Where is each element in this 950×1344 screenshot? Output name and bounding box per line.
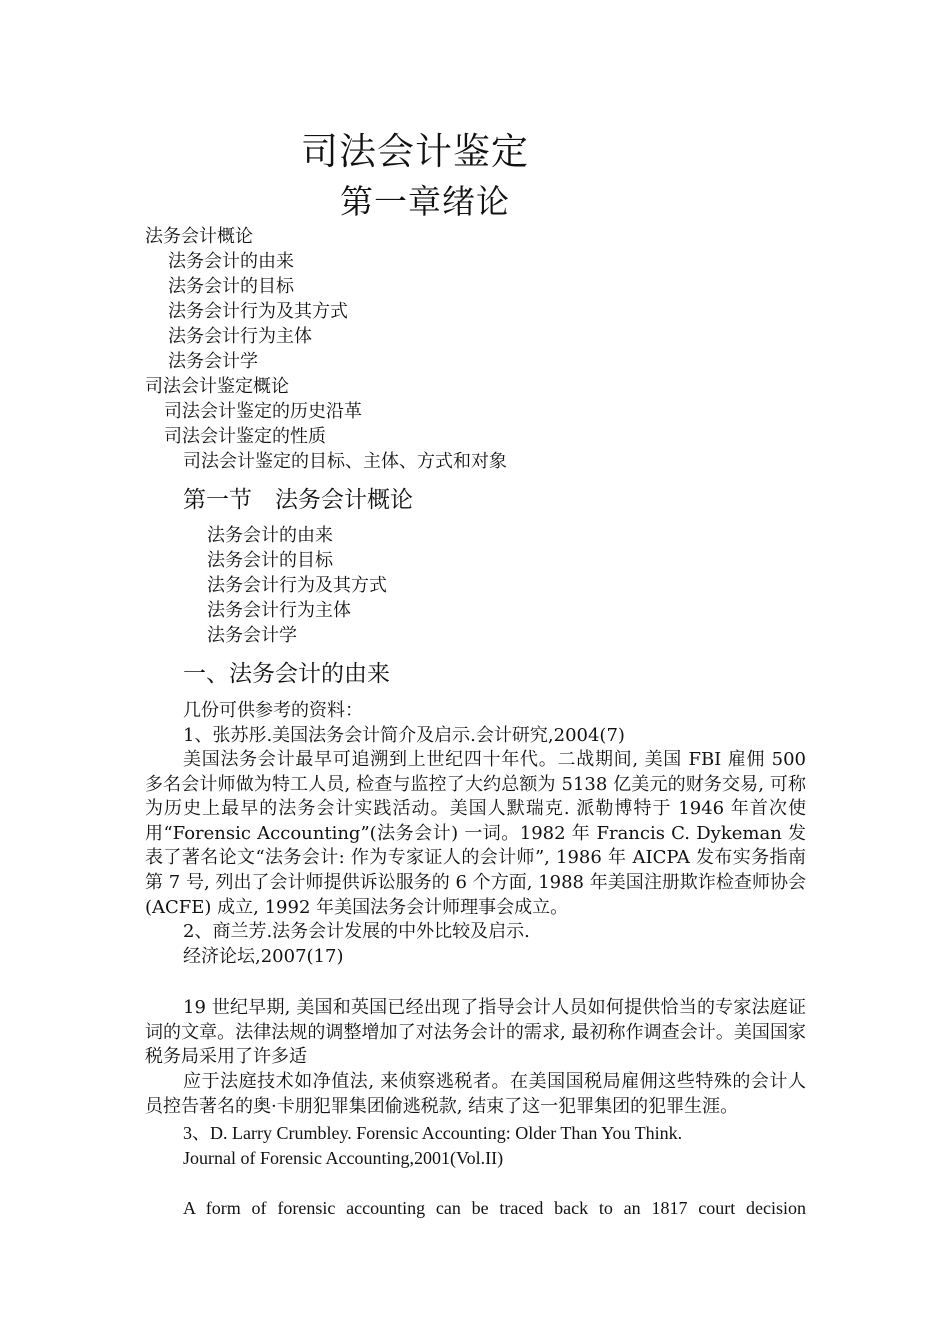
subsection-heading: 一、法务会计的由来 [183,661,390,687]
section-item: 法务会计学 [207,625,297,646]
section-item: 法务会计的由来 [207,525,333,546]
section-item: 法务会计行为及其方式 [207,575,387,596]
paragraph-1: 美国法务会计最早可追溯到上世纪四十年代。二战期间, 美国 FBI 雇佣 500 多名会计师做为特工人员, 检查与监控了大约总额为 5138 亿美元的财务交易, 可称为历史上最早的法务会计实践活动。美国人默瑞克. 派勒博特于 1946 年首次使用“Forensic Accounting”(法务会计) 一词。1982 年 Francis C. Dykeman 发表了著名论文“法务会计: 作为专家证人的会计师”, 1986 年 AICPA 发布实务指南第 7 号, 列出了会计师提供诉讼服务的 6 个方面, 1988 年美国注册欺诈检查师协会(ACFE) 成立, 1992 年美国法务会计师理事会成立。 [145,749,806,918]
toc-item: 法务会计行为及其方式 [168,301,348,322]
intro-text: 几份可供参考的资料： [183,700,363,721]
chapter-title: 第一章绪论 [340,182,510,221]
paragraph-4: A form of forensic accounting can be traced back to an 1817 court decision [183,1198,806,1218]
reference-3-source: Journal of Forensic Accounting,2001(Vol.II) [183,1148,504,1168]
reference-3: 3、D. Larry Crumbley. Forensic Accounting: Older Than You Think. [183,1123,683,1143]
toc-item: 法务会计的目标 [168,276,294,297]
paragraph-2: 19 世纪早期, 美国和英国已经出现了指导会计人员如何提供恰当的专家法庭证词的文章。法律法规的调整增加了对法务会计的需求, 最初称作调查会计。美国国家税务局采用了许多适 [145,997,806,1068]
section-item: 法务会计的目标 [207,550,333,571]
toc-item: 司法会计鉴定概论 [145,376,289,397]
document-title: 司法会计鉴定 [301,130,529,173]
section-heading: 第一节 法务会计概论 [183,487,413,513]
section-item: 法务会计行为主体 [207,600,351,621]
toc-item: 司法会计鉴定的目标、主体、方式和对象 [183,451,507,472]
reference-2-source: 经济论坛,2007(17) [183,946,344,967]
toc-item: 法务会计的由来 [168,251,294,272]
toc-item: 法务会计学 [168,351,258,372]
toc-item: 法务会计行为主体 [168,326,312,347]
reference-2: 2、商兰芳.法务会计发展的中外比较及启示. [183,921,530,942]
paragraph-3: 应于法庭技术如净值法, 来侦察逃税者。在美国国税局雇佣这些特殊的会计人员控告著名的奥·卡朋犯罪集团偷逃税款, 结束了这一犯罪集团的犯罪生涯。 [145,1071,806,1117]
toc-item: 司法会计鉴定的性质 [164,426,326,447]
toc-item: 法务会计概论 [145,226,253,247]
toc-item: 司法会计鉴定的历史沿革 [164,401,362,422]
reference-1: 1、张苏彤.美国法务会计简介及启示.会计研究,2004(7) [183,725,625,746]
